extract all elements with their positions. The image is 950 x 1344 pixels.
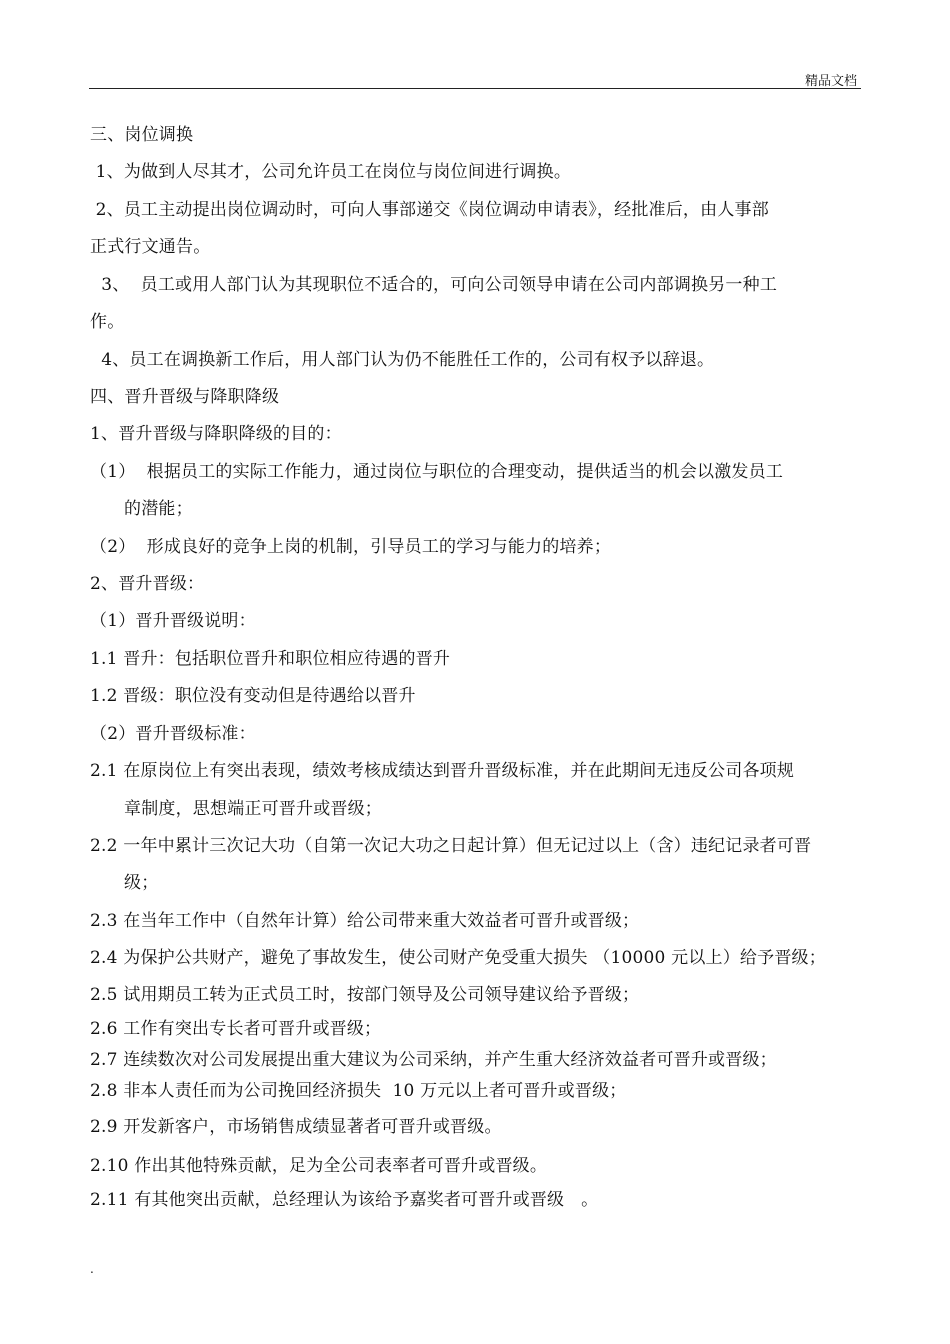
list-item: 2.4 为保护公共财产，避免了事故发生，使公司财产免受重大损失 （10000 元以上）给予晋级； bbox=[90, 948, 826, 968]
list-item-continuation: 级； bbox=[124, 873, 159, 893]
section-heading-job-transfer: 三、岗位调换 bbox=[90, 125, 194, 145]
list-item: 2.6 工作有突出专长者可晋升或晋级； bbox=[90, 1019, 382, 1039]
paragraph-line: 2、员工主动提出岗位调动时，可向人事部递交《岗位调动申请表》，经批准后，由人事部 bbox=[90, 200, 769, 220]
list-item: 2.8 非本人责任而为公司挽回经济损失 10 万元以上者可晋升或晋级； bbox=[90, 1081, 627, 1101]
list-item: 2.2 一年中累计三次记大功（自第一次记大功之日起计算）但无记过以上（含）违纪记录者可晋 bbox=[90, 836, 812, 856]
list-item: 2.11 有其他突出贡献，总经理认为该给予嘉奖者可晋升或晋级 。 bbox=[90, 1190, 599, 1210]
paragraph-line: 1、为做到人尽其才，公司允许员工在岗位与岗位间进行调换。 bbox=[90, 162, 572, 182]
list-item: 2.9 开发新客户，市场销售成绩显著者可晋升或晋级。 bbox=[90, 1117, 502, 1137]
page-header-label: 精品文档 bbox=[805, 74, 858, 89]
list-item: 2.5 试用期员工转为正式员工时，按部门领导及公司领导建议给予晋级； bbox=[90, 985, 640, 1005]
paragraph-line: 2、晋升晋级： bbox=[90, 574, 205, 594]
header-rule bbox=[89, 88, 861, 89]
paragraph-line: 4、员工在调换新工作后，用人部门认为仍不能胜任工作的，公司有权予以辞退。 bbox=[90, 350, 715, 370]
list-item: （1）晋升晋级说明： bbox=[90, 611, 256, 631]
list-item: （2） 形成良好的竞争上岗的机制，引导员工的学习与能力的培养； bbox=[90, 537, 612, 557]
list-item: 2.1 在原岗位上有突出表现，绩效考核成绩达到晋升晋级标准，并在此期间无违反公司各项规 bbox=[90, 761, 795, 781]
paragraph-line: 作。 bbox=[90, 312, 125, 332]
paragraph-line: 3、 员工或用人部门认为其现职位不适合的，可向公司领导申请在公司内部调换另一种工 bbox=[90, 275, 778, 295]
list-item: 2.10 作出其他特殊贡献，足为全公司表率者可晋升或晋级。 bbox=[90, 1156, 548, 1176]
list-item: 1.1 晋升：包括职位晋升和职位相应待遇的晋升 bbox=[90, 649, 451, 669]
list-item-continuation: 章制度，思想端正可晋升或晋级； bbox=[124, 799, 382, 819]
list-item-continuation: 的潜能； bbox=[124, 499, 193, 519]
list-item: 2.3 在当年工作中（自然年计算）给公司带来重大效益者可晋升或晋级； bbox=[90, 911, 640, 931]
section-heading-promotion: 四、晋升晋级与降职降级 bbox=[90, 387, 280, 407]
paragraph-line: 1、晋升晋级与降职降级的目的： bbox=[90, 424, 342, 444]
page-footer-mark: . bbox=[90, 1262, 94, 1276]
list-item: （2）晋升晋级标准： bbox=[90, 724, 256, 744]
paragraph-line: 正式行文通告。 bbox=[90, 237, 211, 257]
list-item: （1） 根据员工的实际工作能力，通过岗位与职位的合理变动，提供适当的机会以激发员工 bbox=[90, 462, 784, 482]
list-item: 2.7 连续数次对公司发展提出重大建议为公司采纳，并产生重大经济效益者可晋升或晋级； bbox=[90, 1050, 777, 1070]
list-item: 1.2 晋级：职位没有变动但是待遇给以晋升 bbox=[90, 686, 416, 706]
